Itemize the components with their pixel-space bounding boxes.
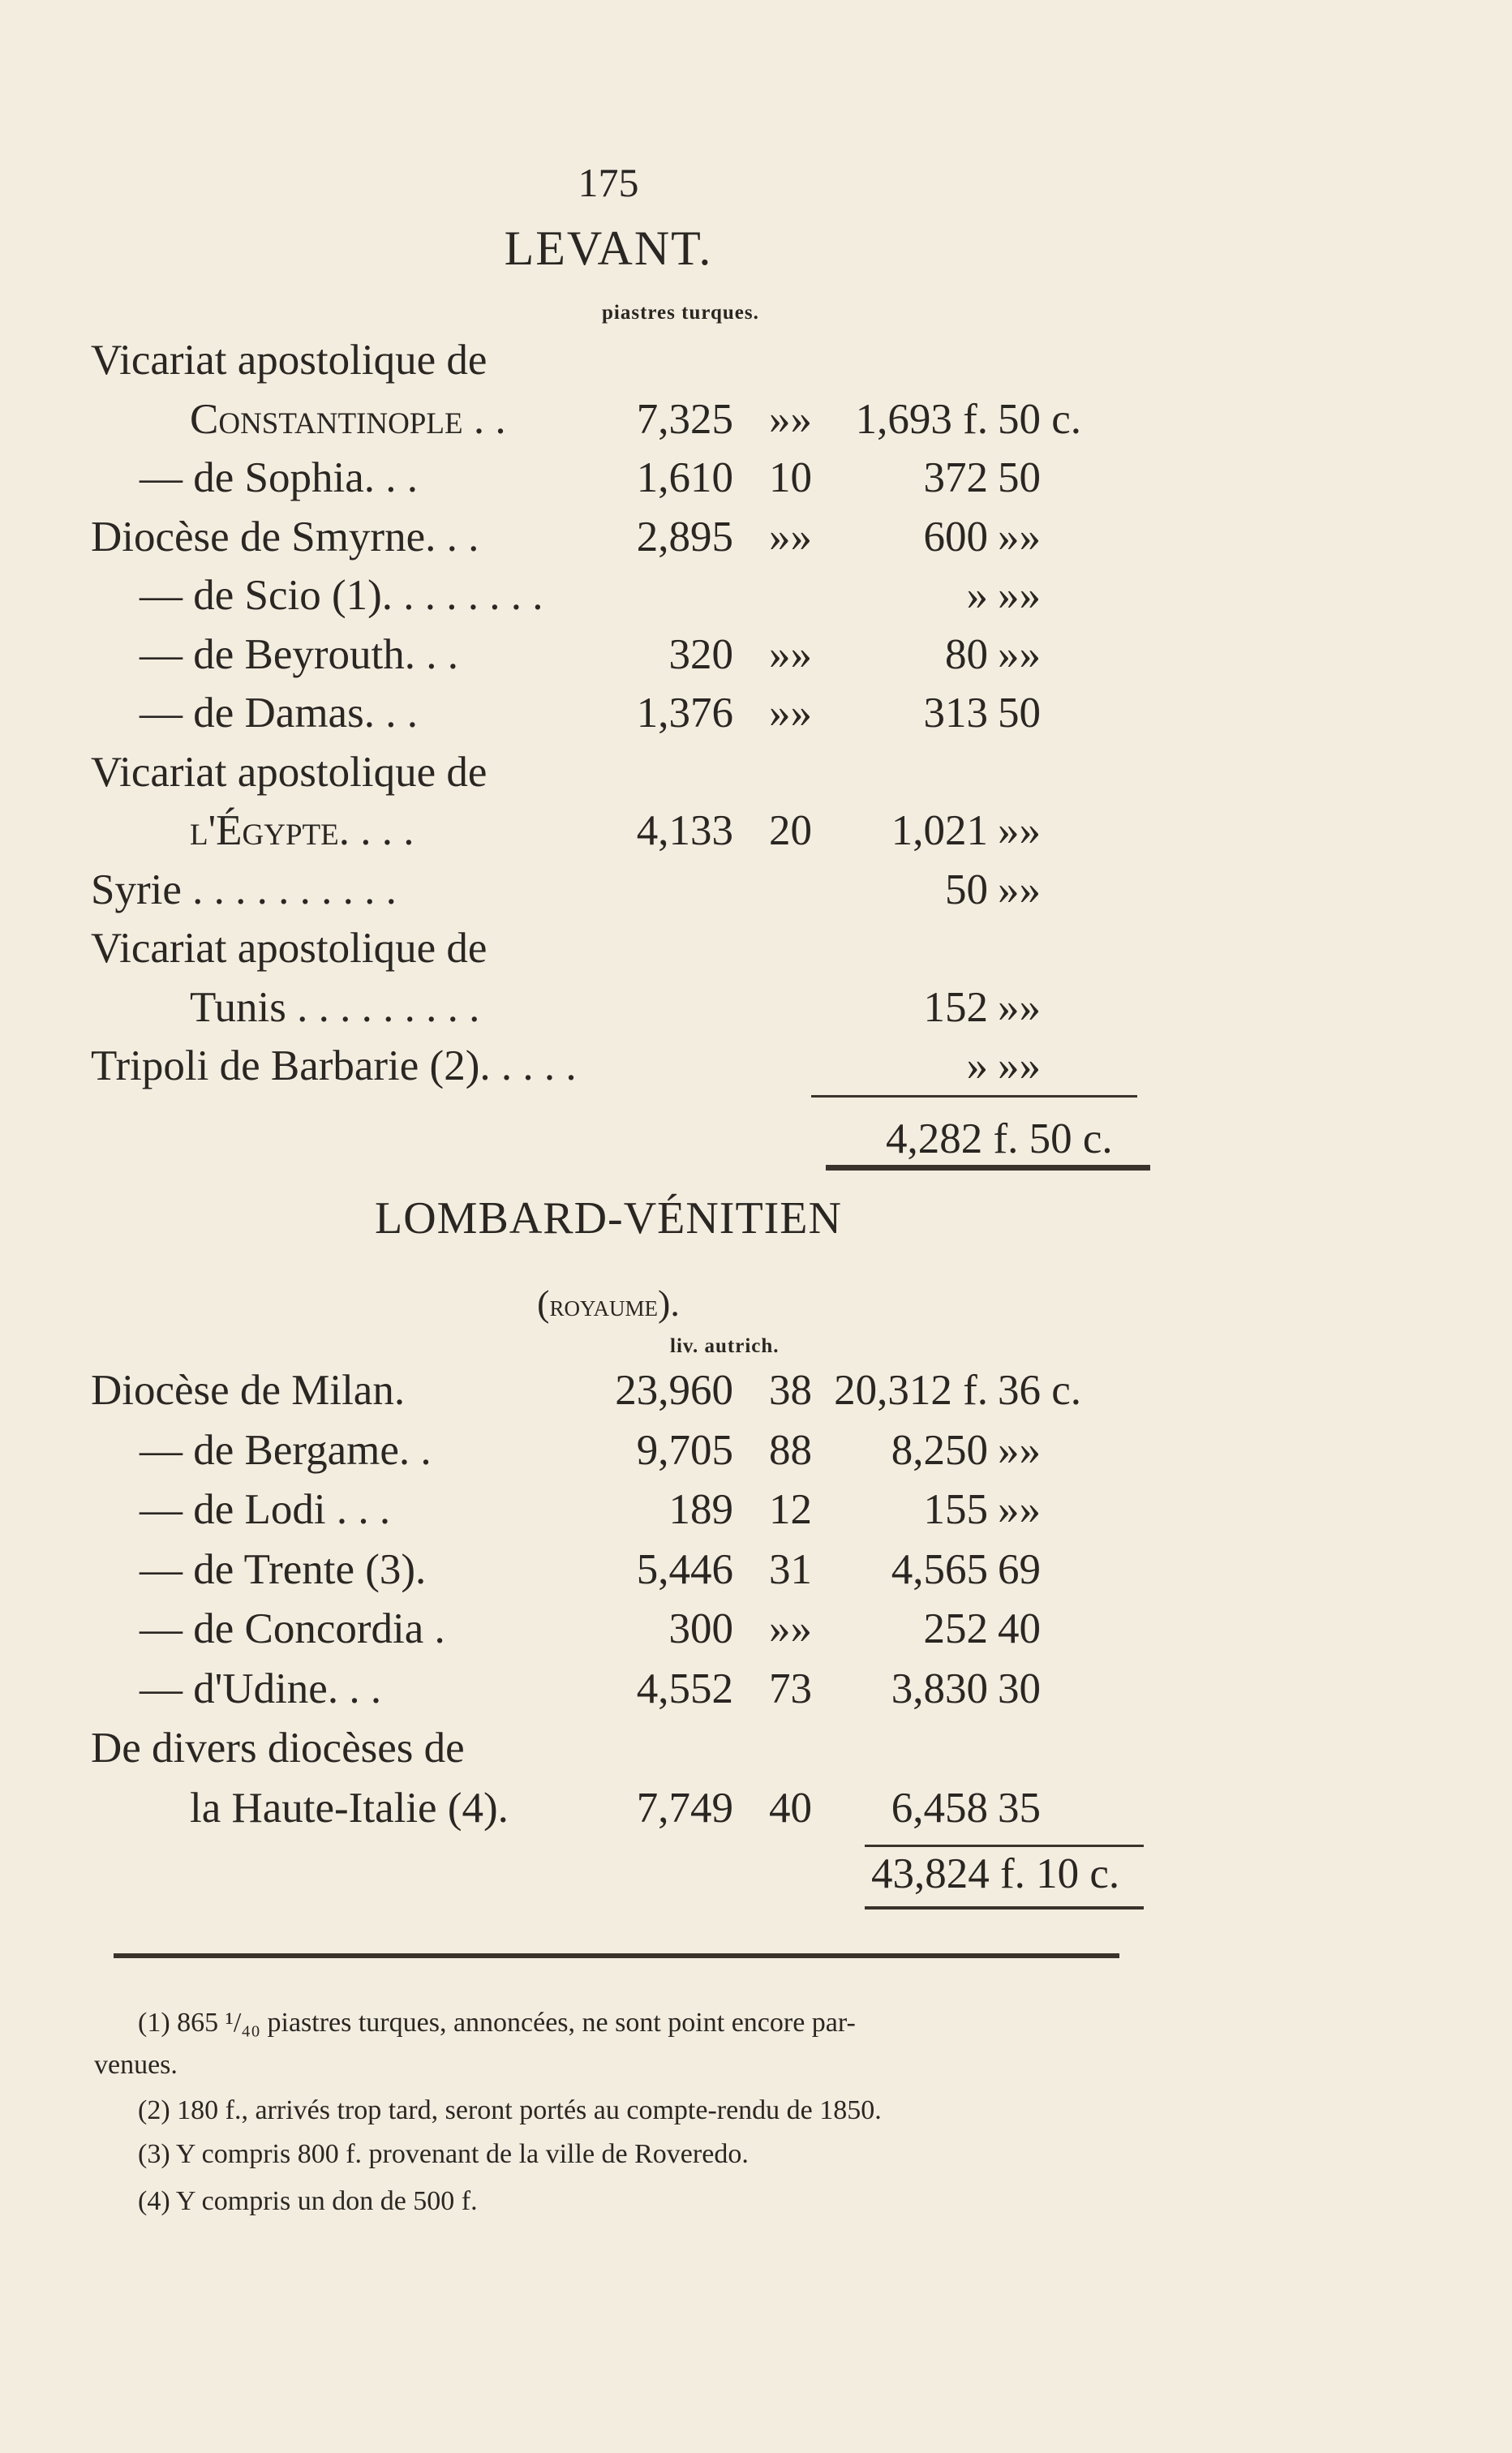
francs: 4,565 [891, 1545, 988, 1593]
francs: 313 [923, 690, 988, 737]
francs: 3,830 [891, 1665, 988, 1712]
centimes: 50 [998, 454, 1041, 501]
centimes: »» [998, 866, 1041, 913]
centimes: »» [998, 1042, 1041, 1089]
francs: 20,312 f. [834, 1367, 988, 1414]
amount-fraction: 73 [769, 1665, 812, 1712]
centimes: 36 c. [998, 1367, 1082, 1414]
amount-fraction: 38 [769, 1367, 812, 1414]
amount-integer: 189 [668, 1486, 733, 1533]
row-label: — de Sophia. . . [140, 454, 418, 501]
row-label: l'Égypte. . . . [190, 807, 415, 854]
footnote-separator [114, 1953, 1119, 1958]
centimes: »» [998, 1486, 1041, 1533]
francs: 252 [923, 1605, 988, 1652]
footnote-4: (4) Y compris un don de 500 f. [138, 2186, 478, 2216]
centimes: 35 [998, 1784, 1041, 1832]
amount-fraction: 31 [769, 1545, 812, 1593]
section-title-levant: LEVANT. [504, 221, 713, 275]
lombard-total: 43,824 f. 10 c. [871, 1850, 1120, 1897]
centimes: 50 [998, 690, 1041, 737]
table-row [0, 513, 1512, 571]
francs: 1,021 [891, 807, 988, 854]
centimes: »» [998, 513, 1041, 561]
amount-integer: 4,552 [636, 1665, 733, 1712]
centimes: »» [998, 630, 1041, 678]
amount-integer: 7,325 [636, 395, 733, 443]
amount-integer: 23,960 [615, 1367, 733, 1414]
table-row [0, 453, 1512, 512]
amount-fraction: 20 [769, 807, 812, 854]
sum-rule [811, 1095, 1137, 1098]
amount-integer: 2,895 [636, 513, 733, 561]
row-label: Tripoli de Barbarie (2). . . . . [91, 1042, 577, 1089]
table-row [0, 806, 1512, 865]
row-label: — de Trente (3). [140, 1545, 427, 1593]
footnote-1-cont: venues. [94, 2050, 178, 2080]
amount-fraction: »» [769, 690, 812, 737]
amount-fraction: »» [769, 1605, 812, 1652]
amount-integer: 1,376 [636, 690, 733, 737]
row-label: la Haute-Italie (4). [190, 1784, 509, 1832]
section-subtitle-lombard: (royaume). [537, 1282, 680, 1324]
currency-label-lombard: liv. autrich. [670, 1335, 780, 1357]
row-label: De divers diocèses de [91, 1725, 465, 1772]
centimes: 69 [998, 1545, 1041, 1593]
centimes: 30 [998, 1665, 1041, 1712]
row-label: Constantinople . . [190, 395, 506, 443]
francs: 152 [923, 983, 988, 1031]
page-number: 175 [578, 160, 639, 205]
amount-fraction: »» [769, 395, 812, 443]
footnote-3: (3) Y compris 800 f. provenant de la ville de Roveredo. [138, 2139, 749, 2169]
table-row [0, 1724, 1512, 1782]
table-row [0, 336, 1512, 394]
amount-fraction: »» [769, 630, 812, 678]
centimes: 50 c. [998, 395, 1082, 443]
table-row [0, 689, 1512, 747]
section-title-lombard: LOMBARD-VÉNITIEN [375, 1193, 842, 1244]
total-double-rule [865, 1906, 1144, 1910]
amount-fraction: 10 [769, 454, 812, 501]
francs: » [966, 1042, 988, 1089]
row-label: — de Bergame. . [140, 1426, 432, 1474]
table-row [0, 1665, 1512, 1723]
table-row [0, 1545, 1512, 1604]
francs: 372 [923, 454, 988, 501]
currency-label-levant: piastres turques. [602, 302, 759, 324]
centimes: »» [998, 807, 1041, 854]
amount-integer: 9,705 [636, 1426, 733, 1474]
table-row [0, 866, 1512, 924]
centimes: »» [998, 983, 1041, 1031]
amount-integer: 320 [668, 630, 733, 678]
table-row [0, 924, 1512, 982]
francs: 1,693 f. [855, 395, 988, 443]
row-label: — d'Udine. . . [140, 1665, 382, 1712]
table-row [0, 1366, 1512, 1424]
subtitle-text: royaume [549, 1289, 658, 1323]
total-double-rule [826, 1165, 1150, 1171]
row-label: — de Scio (1). . . . . . . . [140, 572, 543, 619]
centimes: »» [998, 572, 1041, 619]
levant-total: 4,282 f. 50 c. [886, 1115, 1113, 1162]
amount-fraction: 40 [769, 1784, 812, 1832]
table-row [0, 630, 1512, 689]
table-row [0, 1784, 1512, 1842]
amount-integer: 4,133 [636, 807, 733, 854]
row-label: Vicariat apostolique de [91, 748, 488, 796]
francs: 8,250 [891, 1426, 988, 1474]
table-row [0, 1042, 1512, 1100]
table-row [0, 571, 1512, 629]
table-row [0, 1605, 1512, 1663]
amount-fraction: 12 [769, 1486, 812, 1533]
amount-integer: 300 [668, 1605, 733, 1652]
francs: 50 [945, 866, 988, 913]
sum-rule [865, 1845, 1144, 1847]
centimes: »» [998, 1426, 1041, 1474]
table-row [0, 1426, 1512, 1484]
amount-fraction: 88 [769, 1426, 812, 1474]
row-label: Vicariat apostolique de [91, 925, 488, 972]
table-row [0, 983, 1512, 1042]
francs: 6,458 [891, 1784, 988, 1832]
row-label: Vicariat apostolique de [91, 337, 488, 384]
amount-fraction: »» [769, 513, 812, 561]
row-label: — de Concordia . [140, 1605, 445, 1652]
row-label: Tunis . . . . . . . . . [190, 983, 480, 1031]
francs: » [966, 572, 988, 619]
row-label: — de Beyrouth. . . [140, 630, 459, 678]
table-row [0, 748, 1512, 806]
francs: 80 [945, 630, 988, 678]
row-label: Diocèse de Smyrne. . . [91, 513, 479, 561]
francs: 155 [923, 1486, 988, 1533]
table-row [0, 395, 1512, 453]
row-label: — de Lodi . . . [140, 1486, 391, 1533]
row-label: Diocèse de Milan. [91, 1367, 406, 1414]
amount-integer: 5,446 [636, 1545, 733, 1593]
footnote-1: (1) 865 ¹/₄₀ piastres turques, annoncées, ne sont point encore par- [138, 2008, 856, 2038]
row-label: — de Damas. . . [140, 690, 418, 737]
amount-integer: 1,610 [636, 454, 733, 501]
row-label: Syrie . . . . . . . . . . [91, 866, 397, 913]
footnote-2: (2) 180 f., arrivés trop tard, seront portés au compte-rendu de 1850. [138, 2095, 882, 2125]
table-row [0, 1485, 1512, 1544]
francs: 600 [923, 513, 988, 561]
amount-integer: 7,749 [636, 1784, 733, 1832]
centimes: 40 [998, 1605, 1041, 1652]
